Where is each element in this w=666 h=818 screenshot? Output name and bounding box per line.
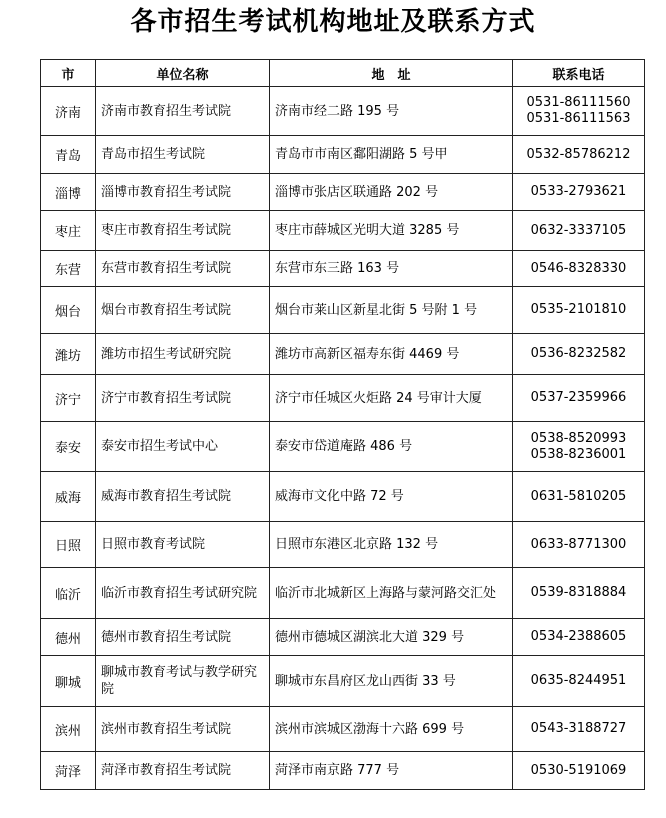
phone-number: 0546-8328330 (530, 260, 627, 276)
table-header-row (41, 60, 645, 87)
phone-number: 0633-8771300 (530, 536, 627, 552)
table-row (41, 656, 645, 707)
table-row (41, 472, 645, 522)
address-cell: 济南市经二路 195 号 (270, 87, 513, 136)
org-name-cell: 枣庄市教育招生考试院 (96, 211, 270, 251)
table-row (41, 422, 645, 472)
phone-number: 0537-2359966 (530, 390, 627, 405)
address-cell: 青岛市市南区鄱阳湖路 5 号甲 (270, 136, 513, 174)
org-name-cell: 菏泽市教育招生考试院 (96, 752, 270, 790)
address-cell: 威海市文化中路 72 号 (270, 472, 513, 522)
phone-number: 0531-86111563 (526, 111, 631, 126)
address-cell: 德州市德城区湖滨北大道 329 号 (270, 619, 513, 656)
address-cell: 烟台市莱山区新星北街 5 号附 1 号 (270, 287, 513, 334)
phone-number: 0543-3188727 (530, 721, 627, 736)
table-row (41, 375, 645, 422)
address-cell: 滨州市滨城区渤海十六路 699 号 (270, 707, 513, 752)
address-cell: 济宁市任城区火炬路 24 号审计大厦 (270, 375, 513, 422)
org-name-cell: 泰安市招生考试中心 (96, 422, 270, 472)
table-row (41, 752, 645, 790)
address-cell: 临沂市北城新区上海路与蒙河路交汇处 (270, 568, 513, 619)
org-name-cell: 潍坊市招生考试研究院 (96, 334, 270, 375)
phone-cell (513, 136, 645, 174)
phone-cell (513, 287, 645, 334)
phone-cell (513, 707, 645, 752)
phone-cell (513, 656, 645, 707)
city-cell: 德州 (41, 619, 96, 656)
table-row (41, 522, 645, 568)
org-name-cell: 临沂市教育招生考试研究院 (96, 568, 270, 619)
org-name-cell: 青岛市招生考试院 (96, 136, 270, 174)
address-cell: 枣庄市薛城区光明大道 3285 号 (270, 211, 513, 251)
phone-cell (513, 174, 645, 211)
phone-cell (513, 211, 645, 251)
address-cell: 淄博市张店区联通路 202 号 (270, 174, 513, 211)
city-cell: 泰安 (41, 422, 96, 472)
phone-number: 0534-2388605 (530, 629, 627, 644)
phone-cell (513, 522, 645, 568)
address-cell: 潍坊市高新区福寿东街 4469 号 (270, 334, 513, 375)
org-name-cell: 济宁市教育招生考试院 (96, 375, 270, 422)
table-row (41, 619, 645, 656)
org-name-cell: 滨州市教育招生考试院 (96, 707, 270, 752)
table-row (41, 136, 645, 174)
header-phone: 联系电话 (513, 60, 645, 87)
phone-number: 0530-5191069 (530, 762, 627, 778)
city-cell: 烟台 (41, 287, 96, 334)
phone-number: 0536-8232582 (530, 346, 627, 361)
contact-table (40, 59, 645, 790)
address-cell: 东营市东三路 163 号 (270, 251, 513, 287)
table-body (41, 87, 645, 790)
phone-number: 0532-85786212 (526, 146, 631, 162)
header-city: 市 (41, 60, 96, 87)
address-cell: 日照市东港区北京路 132 号 (270, 522, 513, 568)
phone-number: 0631-5810205 (530, 488, 627, 504)
table-row (41, 174, 645, 211)
city-cell: 聊城 (41, 656, 96, 707)
table-row (41, 287, 645, 334)
city-cell: 济宁 (41, 375, 96, 422)
table-row (41, 211, 645, 251)
city-cell: 东营 (41, 251, 96, 287)
org-name-cell: 威海市教育招生考试院 (96, 472, 270, 522)
phone-number: 0538-8520993 (530, 430, 627, 446)
org-name-cell: 德州市教育招生考试院 (96, 619, 270, 656)
phone-number: 0531-86111560 (526, 95, 631, 110)
table-row (41, 87, 645, 136)
phone-cell (513, 87, 645, 136)
phone-number: 0539-8318884 (530, 585, 627, 600)
city-cell: 青岛 (41, 136, 96, 174)
address-cell: 泰安市岱道庵路 486 号 (270, 422, 513, 472)
phone-number: 0533-2793621 (530, 184, 627, 199)
phone-cell (513, 472, 645, 522)
phone-cell (513, 752, 645, 790)
phone-cell (513, 568, 645, 619)
table-row (41, 568, 645, 619)
city-cell: 枣庄 (41, 211, 96, 251)
city-cell: 菏泽 (41, 752, 96, 790)
page-title: 各市招生考试机构地址及联系方式 (130, 7, 536, 37)
org-name-cell: 济南市教育招生考试院 (96, 87, 270, 136)
phone-cell (513, 375, 645, 422)
table-row (41, 707, 645, 752)
city-cell: 济南 (41, 87, 96, 136)
city-cell: 淄博 (41, 174, 96, 211)
table-row (41, 251, 645, 287)
table-row (41, 334, 645, 375)
org-name-cell: 淄博市教育招生考试院 (96, 174, 270, 211)
org-name-cell: 日照市教育考试院 (96, 522, 270, 568)
phone-cell (513, 619, 645, 656)
city-cell: 潍坊 (41, 334, 96, 375)
org-name-cell: 东营市教育招生考试院 (96, 251, 270, 287)
phone-number: 0635-8244951 (530, 673, 627, 688)
phone-number: 0538-8236001 (530, 446, 627, 462)
header-org: 单位名称 (96, 60, 270, 87)
header-address: 地 址 (270, 60, 513, 87)
city-cell: 滨州 (41, 707, 96, 752)
org-name-cell: 聊城市教育考试与教学研究院 (96, 656, 270, 707)
phone-number: 0535-2101810 (530, 302, 627, 317)
phone-cell (513, 251, 645, 287)
phone-number: 0632-3337105 (530, 222, 627, 238)
org-name-cell: 烟台市教育招生考试院 (96, 287, 270, 334)
phone-cell (513, 334, 645, 375)
city-cell: 威海 (41, 472, 96, 522)
address-cell: 聊城市东昌府区龙山西街 33 号 (270, 656, 513, 707)
city-cell: 临沂 (41, 568, 96, 619)
phone-cell (513, 422, 645, 472)
address-cell: 菏泽市南京路 777 号 (270, 752, 513, 790)
city-cell: 日照 (41, 522, 96, 568)
